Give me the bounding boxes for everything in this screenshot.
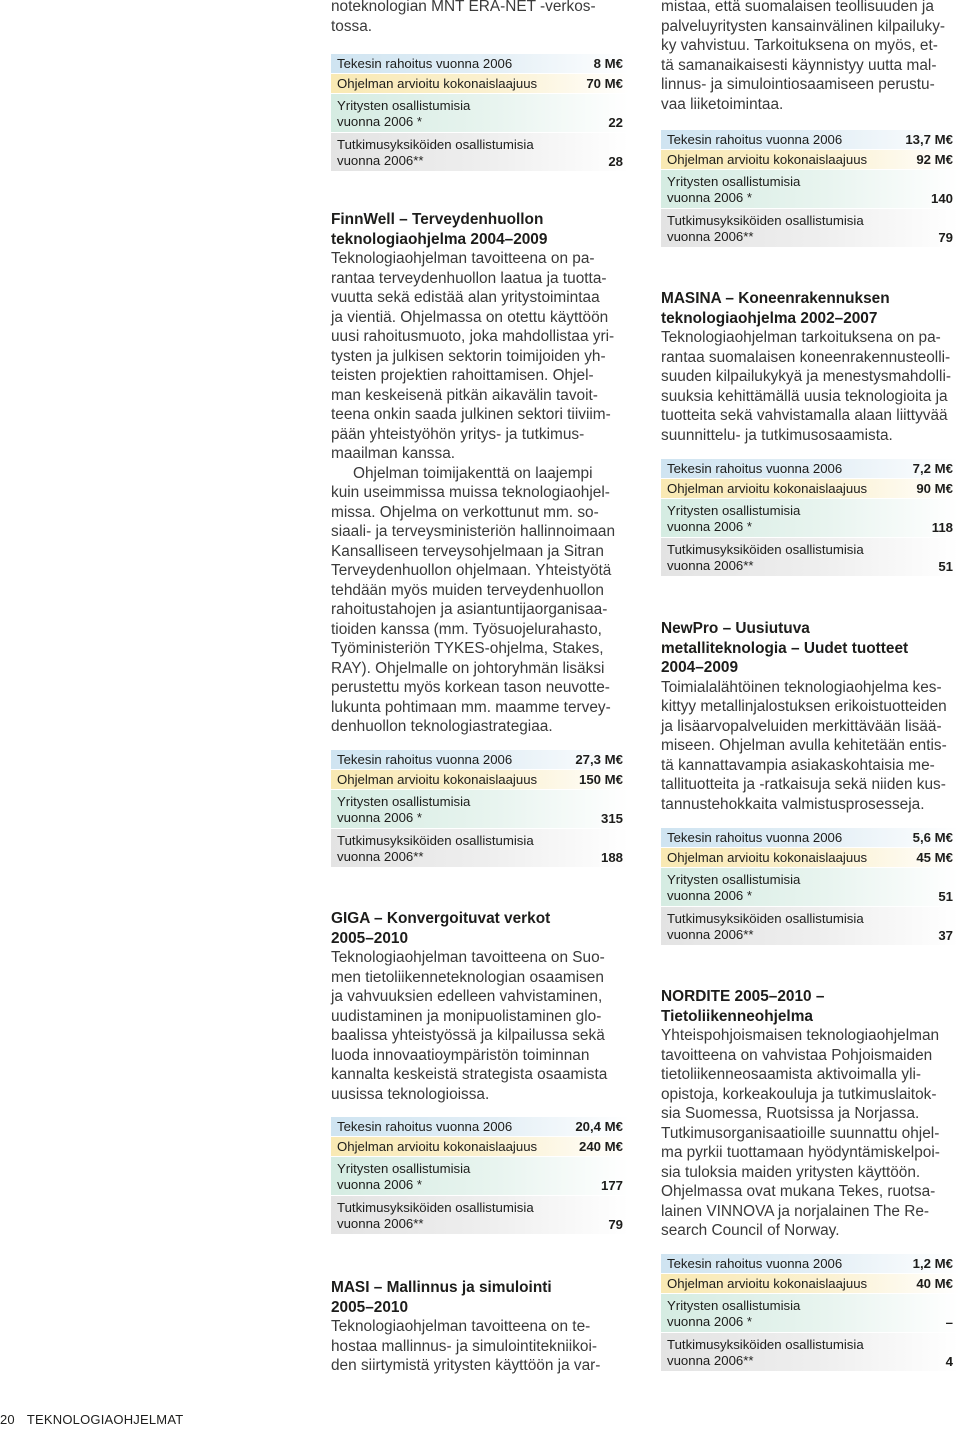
- section-heading: GIGA – Konvergoituvat verkot 2005–2010: [331, 910, 551, 947]
- research-participation-label: Tutkimusyksiköiden osallistumisia vuonna 2006**: [667, 911, 864, 942]
- company-participation-label: Yritysten osallistumisia vuonna 2006 *: [667, 872, 801, 903]
- tekes-funding-row: [661, 1254, 959, 1273]
- section-paragraph: Teknologiaohjelman tavoitteena on Suo- men tietoliikenneteknologian osaamisen ja vahvuuksien edelleen vahvistaminen, uudistaminen ja monipuolistaminen glo- baalissa yhteistyössä ja kilpailussa sekä luoda innovaatioympäristön toiminnan kannalta keskeistä strategista osaamista uusissa teknologioissa.: [331, 949, 608, 1103]
- company-participation-label: Yritysten osallistumisia vuonna 2006 *: [667, 503, 801, 534]
- research-participation-row: [661, 209, 959, 247]
- company-participation-row: [661, 868, 959, 906]
- research-participation-label: Tutkimusyksiköiden osallistumisia vuonna 2006**: [337, 1200, 534, 1231]
- research-participation-row: [331, 133, 629, 171]
- tekes-funding-label: Tekesin rahoitus vuonna 2006: [667, 461, 843, 476]
- section-paragraph: Ohjelman toimijakenttä on laajempi kuin useimmissa muissa teknologiaohjel- missa. Ohjelma on verkottunut mm. so- siaali- ja terveysministeriön hallinnoimaan Kansalliseen terveysohjelmaan ja Sitran Terveydenhuollon ohjelmaan. Yhteistyötä tehdään myös muiden terveydenhuollon rahoitustahojen ja asiantuntijaorganisaa- tioiden kanssa (mm. Työsuojelurahasto, Työministeriön TYKES-ohjelma, Stakes, RAY). Ohjelmalle on johtoryhmän lisäksi perustettu myös korkean tason neuvotte- lukunta pohtimaan mm. maamme tervey- denhuollon teknologiastrategiaa.: [331, 464, 615, 735]
- program-budget-row: [661, 479, 959, 498]
- company-participation-row: [661, 1294, 959, 1332]
- program-budget-label: Ohjelman arvioitu kokonaislaajuus: [337, 772, 538, 787]
- tekes-funding-value: 13,7 M€: [905, 132, 953, 147]
- research-participation-row: [661, 907, 959, 945]
- tekes-funding-label: Tekesin rahoitus vuonna 2006: [667, 830, 843, 845]
- newpro-section: [661, 619, 959, 814]
- program-budget-row: [331, 74, 629, 93]
- program-budget-row: [661, 848, 959, 867]
- research-participation-row: [331, 829, 629, 867]
- program-budget-label: Ohjelman arvioitu kokonaislaajuus: [667, 152, 868, 167]
- tekes-funding-value: 8 M€: [593, 56, 623, 71]
- page-footer: [0, 1412, 183, 1427]
- research-participation-row: [331, 1196, 629, 1234]
- program-budget-label: Ohjelman arvioitu kokonaislaajuus: [667, 1276, 868, 1291]
- program-budget-row: [331, 770, 629, 789]
- tekes-funding-value: 1,2 M€: [912, 1256, 953, 1271]
- program-budget-label: Ohjelman arvioitu kokonaislaajuus: [667, 850, 868, 865]
- program-budget-value: 90 M€: [916, 481, 953, 496]
- tekes-funding-value: 20,4 M€: [575, 1119, 623, 1134]
- research-participation-label: Tutkimusyksiköiden osallistumisia vuonna 2006**: [337, 137, 534, 168]
- section-paragraph: Teknologiaohjelman tarkoituksena on pa- rantaa suomalaisen koneenrakennusteolli- suuden kilpailukykyä ja menestysmahdolli- suuksia kehittämällä uusia teknologioita ja tuotteita sekä vahvistamalla alaan liittyvää suunnittelu- ja tutkimusosaamista.: [661, 329, 951, 444]
- tekes-funding-label: Tekesin rahoitus vuonna 2006: [337, 56, 513, 71]
- masina-section: [661, 289, 959, 445]
- company-participation-row: [661, 170, 959, 208]
- intro-paragraph: mistaa, että suomalaisen teollisuuden ja palveluyritysten kansainvälinen kilpailuky- ky vahvistuu. Tarkoituksena on myös, et- tä samanaikaisesti käynnistyy uutta mal- linnus- ja simulointiosaamiseen perustu- vaa liiketoimintaa.: [661, 0, 946, 113]
- company-participation-label: Yritysten osallistumisia vuonna 2006 *: [667, 174, 801, 205]
- company-participation-value: –: [945, 1315, 953, 1330]
- company-participation-label: Yritysten osallistumisia vuonna 2006 *: [667, 1298, 801, 1329]
- research-participation-label: Tutkimusyksiköiden osallistumisia vuonna 2006**: [667, 1337, 864, 1368]
- page-number: 20: [0, 1412, 15, 1427]
- company-participation-row: [331, 94, 629, 132]
- company-participation-value: 315: [600, 811, 623, 826]
- section-heading: MASI – Mallinnus ja simulointi 2005–2010: [331, 1279, 552, 1316]
- program-budget-value: 45 M€: [916, 850, 953, 865]
- masi-section: [331, 1278, 629, 1376]
- tekes-funding-label: Tekesin rahoitus vuonna 2006: [667, 132, 843, 147]
- company-participation-value: 177: [600, 1178, 623, 1193]
- funding-table: [331, 1117, 629, 1234]
- section-paragraph: Teknologiaohjelman tavoitteena on te- hostaa mallinnus- ja simulointitekniikoi- den siirtymistä yritysten käyttöön ja var-: [331, 1318, 601, 1374]
- company-participation-row: [331, 790, 629, 828]
- research-participation-label: Tutkimusyksiköiden osallistumisia vuonna 2006**: [667, 213, 864, 244]
- section-paragraph: Toimialalähtöinen teknologiaohjelma kes- kittyy metallinjalostuksen erikoistuotteiden ja lisäarvopalveluiden merkittävään lisää- miseen. Ohjelman avulla kehitetään entis- tä kannattavampia asiakaskohtaisia me- tallituotteita ja -ratkaisuja sekä niiden kus- tannustehokkaita valmistusprosesseja.: [661, 678, 947, 813]
- section-paragraph: Teknologiaohjelman tavoitteena on pa- rantaa terveydenhuollon laatua ja tuotta- vuutta sekä edistää alan yritystoimintaa ja vientiä. Ohjelmassa on otettu käyttöön uusi rahoitusmuoto, joka mahdollistaa yri- tysten ja julkisen sektorin toimijoiden yh- teisten projektien rahoittamisen. Ohjel- man keskeisenä pitkän aikavälin tavoit- teena onkin saada julkinen sektori tiiviim- pään yhteistyöhön yritys- ja tutkimus- maailman kanssa.: [331, 250, 615, 462]
- funding-table: [661, 459, 959, 576]
- tekes-funding-row: [331, 54, 629, 73]
- company-participation-label: Yritysten osallistumisia vuonna 2006 *: [337, 1161, 471, 1192]
- tekes-funding-row: [331, 1117, 629, 1136]
- funding-table: [661, 130, 959, 247]
- tekes-funding-row: [661, 459, 959, 478]
- funding-table: [331, 54, 629, 171]
- tekes-funding-row: [331, 750, 629, 769]
- section-heading: NORDITE 2005–2010 – Tietoliikenneohjelma: [661, 988, 825, 1025]
- research-participation-row: [661, 1333, 959, 1371]
- company-participation-value: 140: [930, 191, 953, 206]
- tekes-funding-value: 27,3 M€: [575, 752, 623, 767]
- nordite-section: [661, 987, 959, 1241]
- research-participation-value: 79: [608, 1217, 623, 1232]
- section-paragraph: Yhteispohjoismaisen teknologiaohjelman tavoitteena on vahvistaa Pohjoismaiden tietoliikenneosaamista aktivoimalla yli- opistoja, korkeakouluja ja tutkimuslaitok- sia Suomessa, Ruotsissa ja Norjassa. Tutkimusorganisaatioille suunnattu ohjel- ma pyrkii tuottamaan hyödyntämiskelpoi- sia tuloksia maiden yritysten käyttöön. Ohjelmassa ovat mukana Tekes, ruotsa- lainen VINNOVA ja norjalainen The Re- search Council of Norway.: [661, 1027, 940, 1239]
- research-participation-row: [661, 538, 959, 576]
- tekes-funding-row: [661, 130, 959, 149]
- funding-table: [661, 1254, 959, 1371]
- program-budget-label: Ohjelman arvioitu kokonaislaajuus: [667, 481, 868, 496]
- program-budget-value: 150 M€: [579, 772, 623, 787]
- research-participation-value: 51: [938, 559, 953, 574]
- tekes-funding-label: Tekesin rahoitus vuonna 2006: [337, 1119, 513, 1134]
- program-budget-row: [331, 1137, 629, 1156]
- company-participation-value: 51: [938, 889, 953, 904]
- tekes-funding-label: Tekesin rahoitus vuonna 2006: [337, 752, 513, 767]
- program-budget-value: 70 M€: [586, 76, 623, 91]
- finnwell-section: [331, 210, 629, 737]
- research-participation-label: Tutkimusyksiköiden osallistumisia vuonna 2006**: [667, 542, 864, 573]
- program-budget-label: Ohjelman arvioitu kokonaislaajuus: [337, 76, 538, 91]
- program-budget-value: 40 M€: [916, 1276, 953, 1291]
- research-participation-value: 28: [608, 154, 623, 169]
- tekes-funding-value: 5,6 M€: [912, 830, 953, 845]
- intro-paragraph: noteknologian MNT ERA-NET -verkos- tossa.: [331, 0, 596, 35]
- research-participation-value: 79: [938, 230, 953, 245]
- program-budget-row: [661, 150, 959, 169]
- company-participation-value: 22: [608, 115, 623, 130]
- section-heading: FinnWell – Terveydenhuollon teknologiaohjelma 2004–2009: [331, 211, 548, 248]
- company-participation-row: [661, 499, 959, 537]
- giga-section: [331, 909, 629, 1104]
- company-participation-label: Yritysten osallistumisia vuonna 2006 *: [337, 98, 471, 129]
- tekes-funding-value: 7,2 M€: [912, 461, 953, 476]
- section-heading: NewPro – Uusiutuva metalliteknologia – Uudet tuotteet 2004–2009: [661, 620, 909, 676]
- research-participation-label: Tutkimusyksiköiden osallistumisia vuonna 2006**: [337, 833, 534, 864]
- program-budget-row: [661, 1274, 959, 1293]
- company-participation-row: [331, 1157, 629, 1195]
- research-participation-value: 37: [938, 928, 953, 943]
- research-participation-value: 188: [600, 850, 623, 865]
- funding-table: [661, 828, 959, 945]
- program-budget-value: 92 M€: [916, 152, 953, 167]
- tekes-funding-label: Tekesin rahoitus vuonna 2006: [667, 1256, 843, 1271]
- tekes-funding-row: [661, 828, 959, 847]
- program-budget-value: 240 M€: [579, 1139, 623, 1154]
- company-participation-label: Yritysten osallistumisia vuonna 2006 *: [337, 794, 471, 825]
- research-participation-value: 4: [945, 1354, 953, 1369]
- section-heading: MASINA – Koneenrakennuksen teknologiaohjelma 2002–2007: [661, 290, 890, 327]
- company-participation-value: 118: [931, 520, 953, 535]
- funding-table: [331, 750, 629, 867]
- program-budget-label: Ohjelman arvioitu kokonaislaajuus: [337, 1139, 538, 1154]
- section-title: TEKNOLOGIAOHJELMAT: [26, 1412, 184, 1427]
